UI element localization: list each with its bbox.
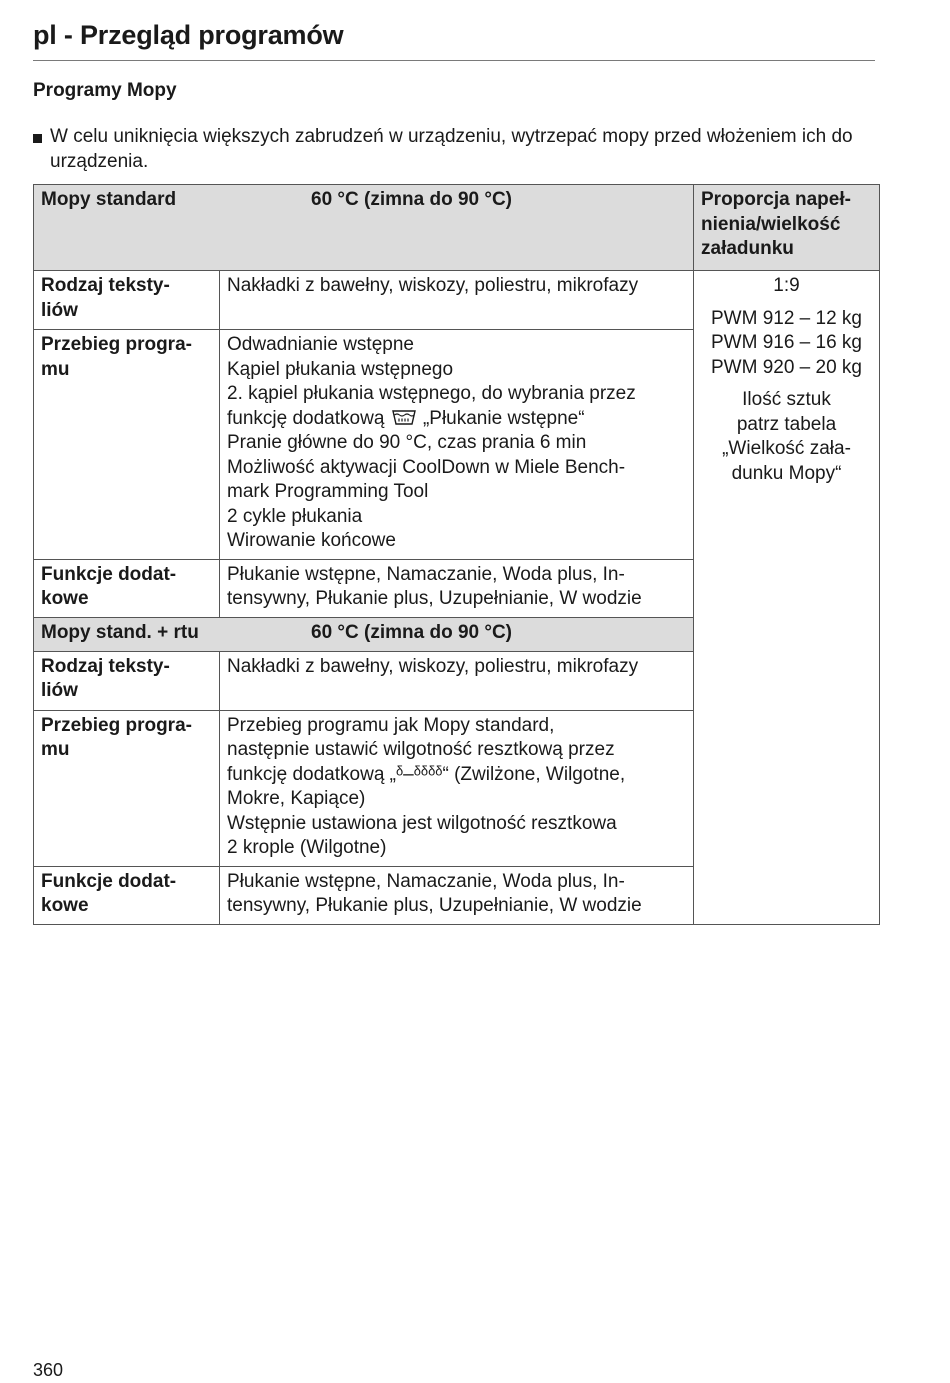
cycle-line: Przebieg programu jak Mopy standard, [227,714,555,736]
row-value-extras [220,866,694,924]
capacity-header-line: Proporcja napeł- [701,189,851,210]
row-value-cycle [220,710,694,866]
extras-line: Płukanie wstępne, Namaczanie, Woda plus, In- [227,563,625,585]
cycle-line-part: „Płukanie wstępne“ [422,407,585,429]
cycle-line: 2 cykle płukania [227,505,363,527]
note-item [33,125,883,174]
program-name: Mopy standard [41,189,177,210]
capacity-note-line: patrz tabela [736,413,837,435]
capacity-note-line: „Wielkość zała- [722,438,851,459]
row-label-extras [34,559,220,617]
row-label-textile [34,651,220,710]
capacity-header [694,185,880,271]
note-text: W celu uniknięcia większych zabrudzeń w urządzeniu, wytrzepać mopy przed włożeniem ich do urządzenia. [50,126,853,172]
cycle-line: 2 krople (Wilgotne) [227,837,387,858]
program-header-cell [34,617,694,651]
program-header-row [34,185,880,271]
cycle-line-with-icon [227,407,686,432]
title-divider [33,60,875,61]
label-line: Przebieg progra- [41,334,192,355]
cycle-line: mark Programming Tool [227,481,429,502]
row-label-extras [34,866,220,924]
capacity-model: PWM 920 – 20 kg [710,356,863,378]
extras-line: tensywny, Płukanie plus, Uzupełnianie, W wodzie [227,895,642,916]
capacity-ratio: 1:9 [773,275,800,296]
cycle-line: Kąpiel płukania wstępnego [227,358,454,380]
cycle-line-part: funkcję dodatkową [227,407,385,429]
program-temperature: 60 °C (zimna do 90 °C) [311,621,513,643]
capacity-note-line: Ilość sztuk [742,389,831,410]
program-temperature: 60 °C (zimna do 90 °C) [311,189,513,210]
cycle-line: Wirowanie końcowe [227,530,396,551]
cycle-line: Wstępnie ustawiona jest wilgotność resztkowa [227,812,617,834]
cycle-line: następnie ustawić wilgotność resztkową przez [227,739,615,760]
label-line: mu [41,358,70,380]
row-label-cycle [34,710,220,866]
capacity-cell [694,271,880,925]
capacity-header-line: załadunku [701,238,794,259]
row-value-textile: Nakładki z bawełny, wiskozy, poliestru, mikrofazy [220,271,694,330]
cycle-line: Mokre, Kapiące) [227,788,366,809]
page-title: pl - Przegląd programów [33,20,344,50]
row-value-cycle [220,330,694,560]
row-label-textile [34,271,220,330]
label-line: Przebieg progra- [41,714,192,736]
label-line: Funkcje dodat- [41,870,177,892]
row-value-textile: Nakładki z bawełny, wiskozy, poliestru, mikrofazy [220,651,694,710]
capacity-header-line: nienia/wielkość [701,213,841,235]
capacity-model: PWM 916 – 16 kg [710,332,863,353]
extras-line: Płukanie wstępne, Namaczanie, Woda plus, In- [227,870,625,892]
cycle-line: Odwadnianie wstępne [227,334,414,355]
row-value-extras [220,559,694,617]
row-label-cycle [34,330,220,560]
label-line: liów [41,680,78,701]
capacity-model: PWM 912 – 12 kg [710,307,863,329]
cycle-line: Możliwość aktywacji CoolDown w Miele Bench- [227,456,626,478]
label-line: Rodzaj teksty- [41,275,170,296]
label-line: Rodzaj teksty- [41,655,170,677]
label-line: kowe [41,588,89,609]
cycle-line: 2. kąpiel płukania wstępnego, do wybrania przez [227,383,636,404]
section-heading: Programy Mopy [33,80,177,101]
cycle-line: Pranie główne do 90 °C, czas prania 6 min [227,432,587,453]
label-line: Funkcje dodat- [41,563,177,585]
mop-programs-table [33,184,880,925]
prewash-basin-icon [390,407,418,427]
table-row [34,271,880,330]
label-line: kowe [41,895,89,916]
capacity-note-line: dunku Mopy“ [731,462,842,484]
square-bullet-icon [33,134,42,143]
program-name: Mopy stand. + rtu [41,621,199,643]
label-line: liów [41,299,78,321]
cycle-line: funkcję dodatkową „ᵟ–ᵟᵟᵟᵟ“ (Zwilżone, Wilgotne, [227,763,626,785]
extras-line: tensywny, Płukanie plus, Uzupełnianie, W wodzie [227,588,642,609]
program-header-cell [34,185,694,271]
page-number: 360 [33,1360,64,1380]
label-line: mu [41,739,70,760]
